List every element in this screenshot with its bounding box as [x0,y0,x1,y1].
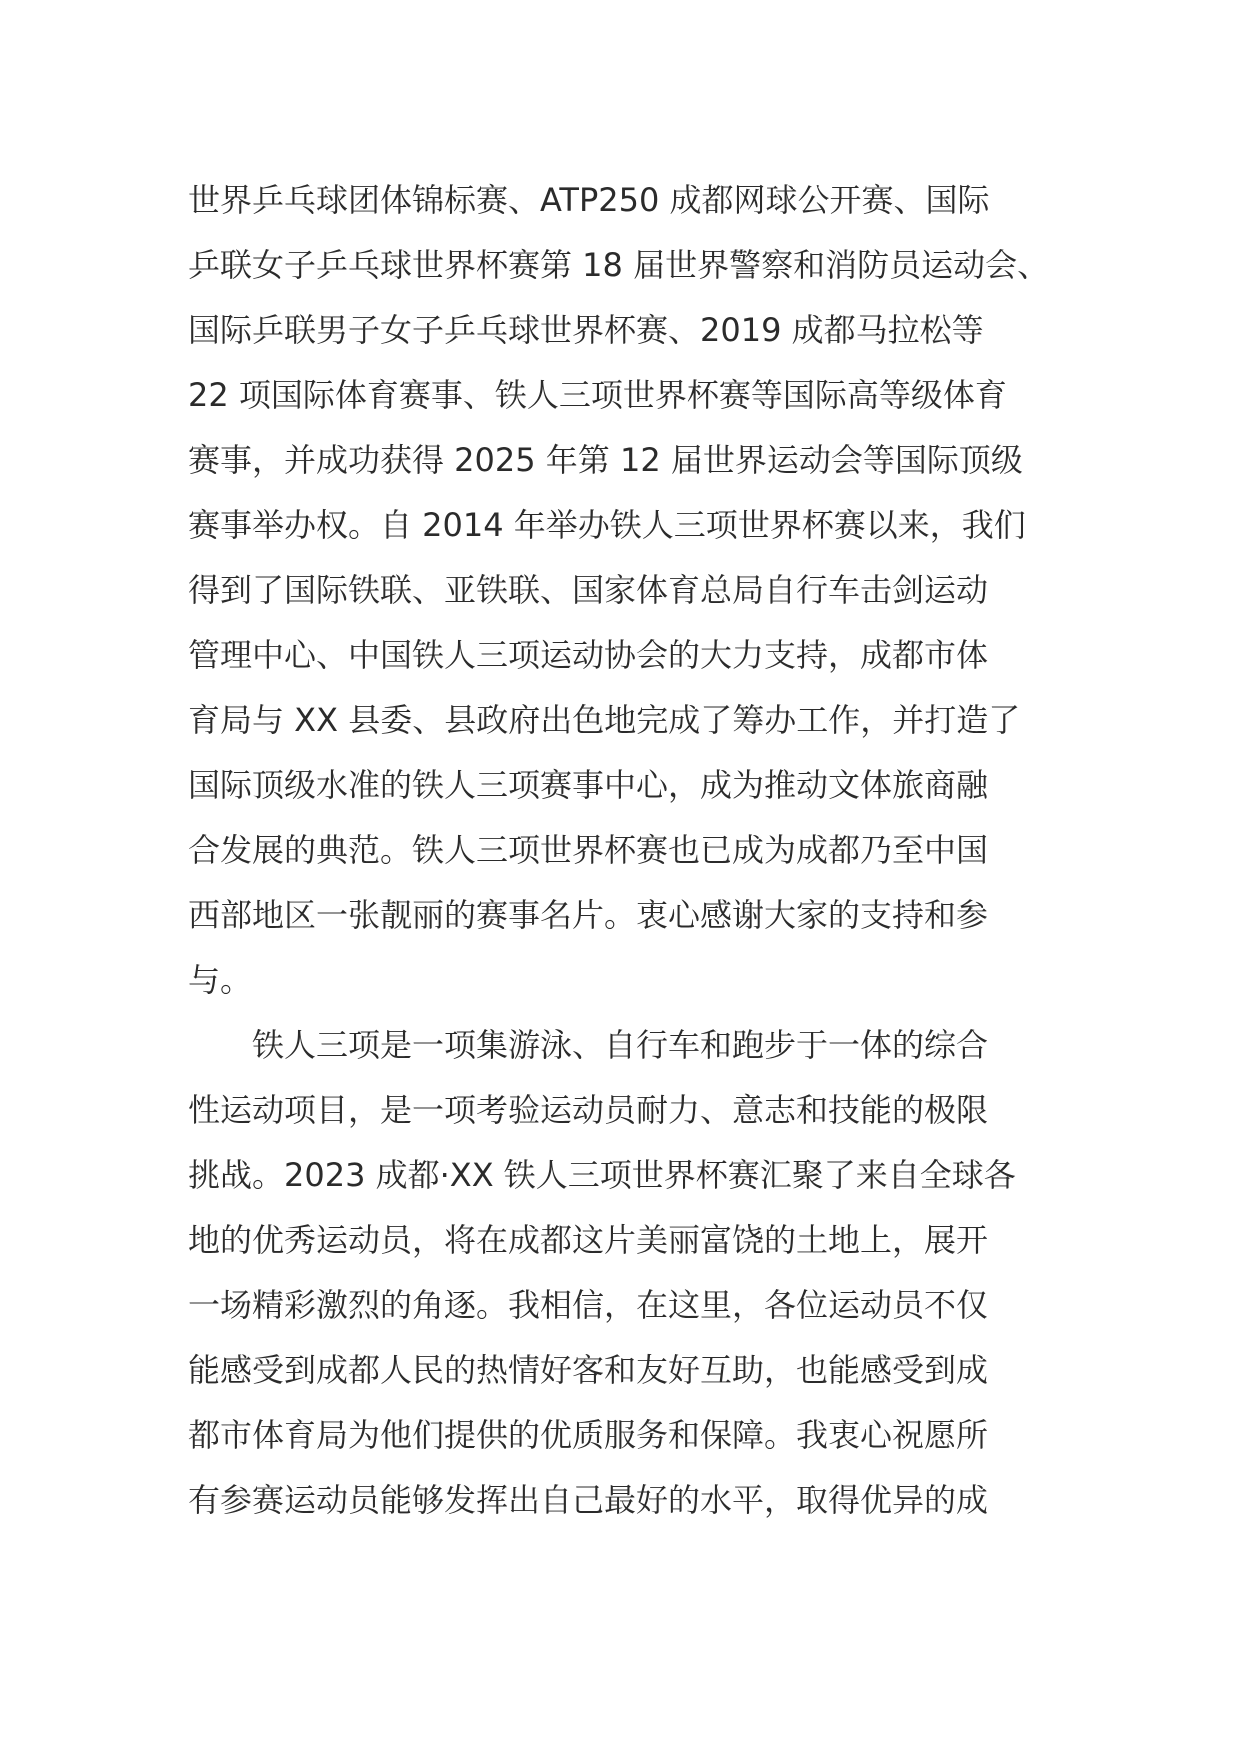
text-line: 得到了国际铁联、亚铁联、国家体育总局自行车击剑运动 [188,571,989,609]
text-line: 地的优秀运动员，将在成都这片美丽富饶的土地上，展开 [188,1221,989,1259]
body-text [188,168,1088,1533]
text-line: 22 项国际体育赛事、铁人三项世界杯赛等国际高等级体育 [188,376,1007,414]
text-line: 与。 [188,961,253,999]
text-line: 管理中心、中国铁人三项运动协会的大力支持，成都市体 [188,636,989,674]
text-line: 有参赛运动员能够发挥出自己最好的水平，取得优异的成 [188,1481,989,1519]
text-line: 赛事，并成功获得 2025 年第 12 届世界运动会等国际顶级 [188,441,1023,479]
text-line: 性运动项目，是一项考验运动员耐力、意志和技能的极限 [188,1091,989,1129]
text-line: 西部地区一张靓丽的赛事名片。衷心感谢大家的支持和参 [188,896,989,934]
text-line: 国际乒联男子女子乒乓球世界杯赛、2019 成都马拉松等 [188,311,984,349]
text-line: 赛事举办权。自 2014 年举办铁人三项世界杯赛以来，我们 [188,506,1026,544]
text-line: 世界乒乓球团体锦标赛、ATP250 成都网球公开赛、国际 [188,181,990,219]
text-line: 国际顶级水准的铁人三项赛事中心，成为推动文体旅商融 [188,766,989,804]
text-line: 挑战。2023 成都·XX 铁人三项世界杯赛汇聚了来自全球各 [188,1156,1016,1194]
text-line: 育局与 XX 县委、县政府出色地完成了筹办工作，并打造了 [188,701,1021,739]
paragraph-start-line: 铁人三项是一项集游泳、自行车和跑步于一体的综合 [252,1026,989,1064]
text-line: 合发展的典范。铁人三项世界杯赛也已成为成都乃至中国 [188,831,989,869]
text-line: 能感受到成都人民的热情好客和友好互助，也能感受到成 [188,1351,989,1389]
text-line: 乒联女子乒乓球世界杯赛第 18 届世界警察和消防员运动会、 [188,246,1050,284]
text-line: 都市体育局为他们提供的优质服务和保障。我衷心祝愿所 [188,1416,989,1454]
text-line: 一场精彩激烈的角逐。我相信，在这里，各位运动员不仅 [188,1286,989,1324]
